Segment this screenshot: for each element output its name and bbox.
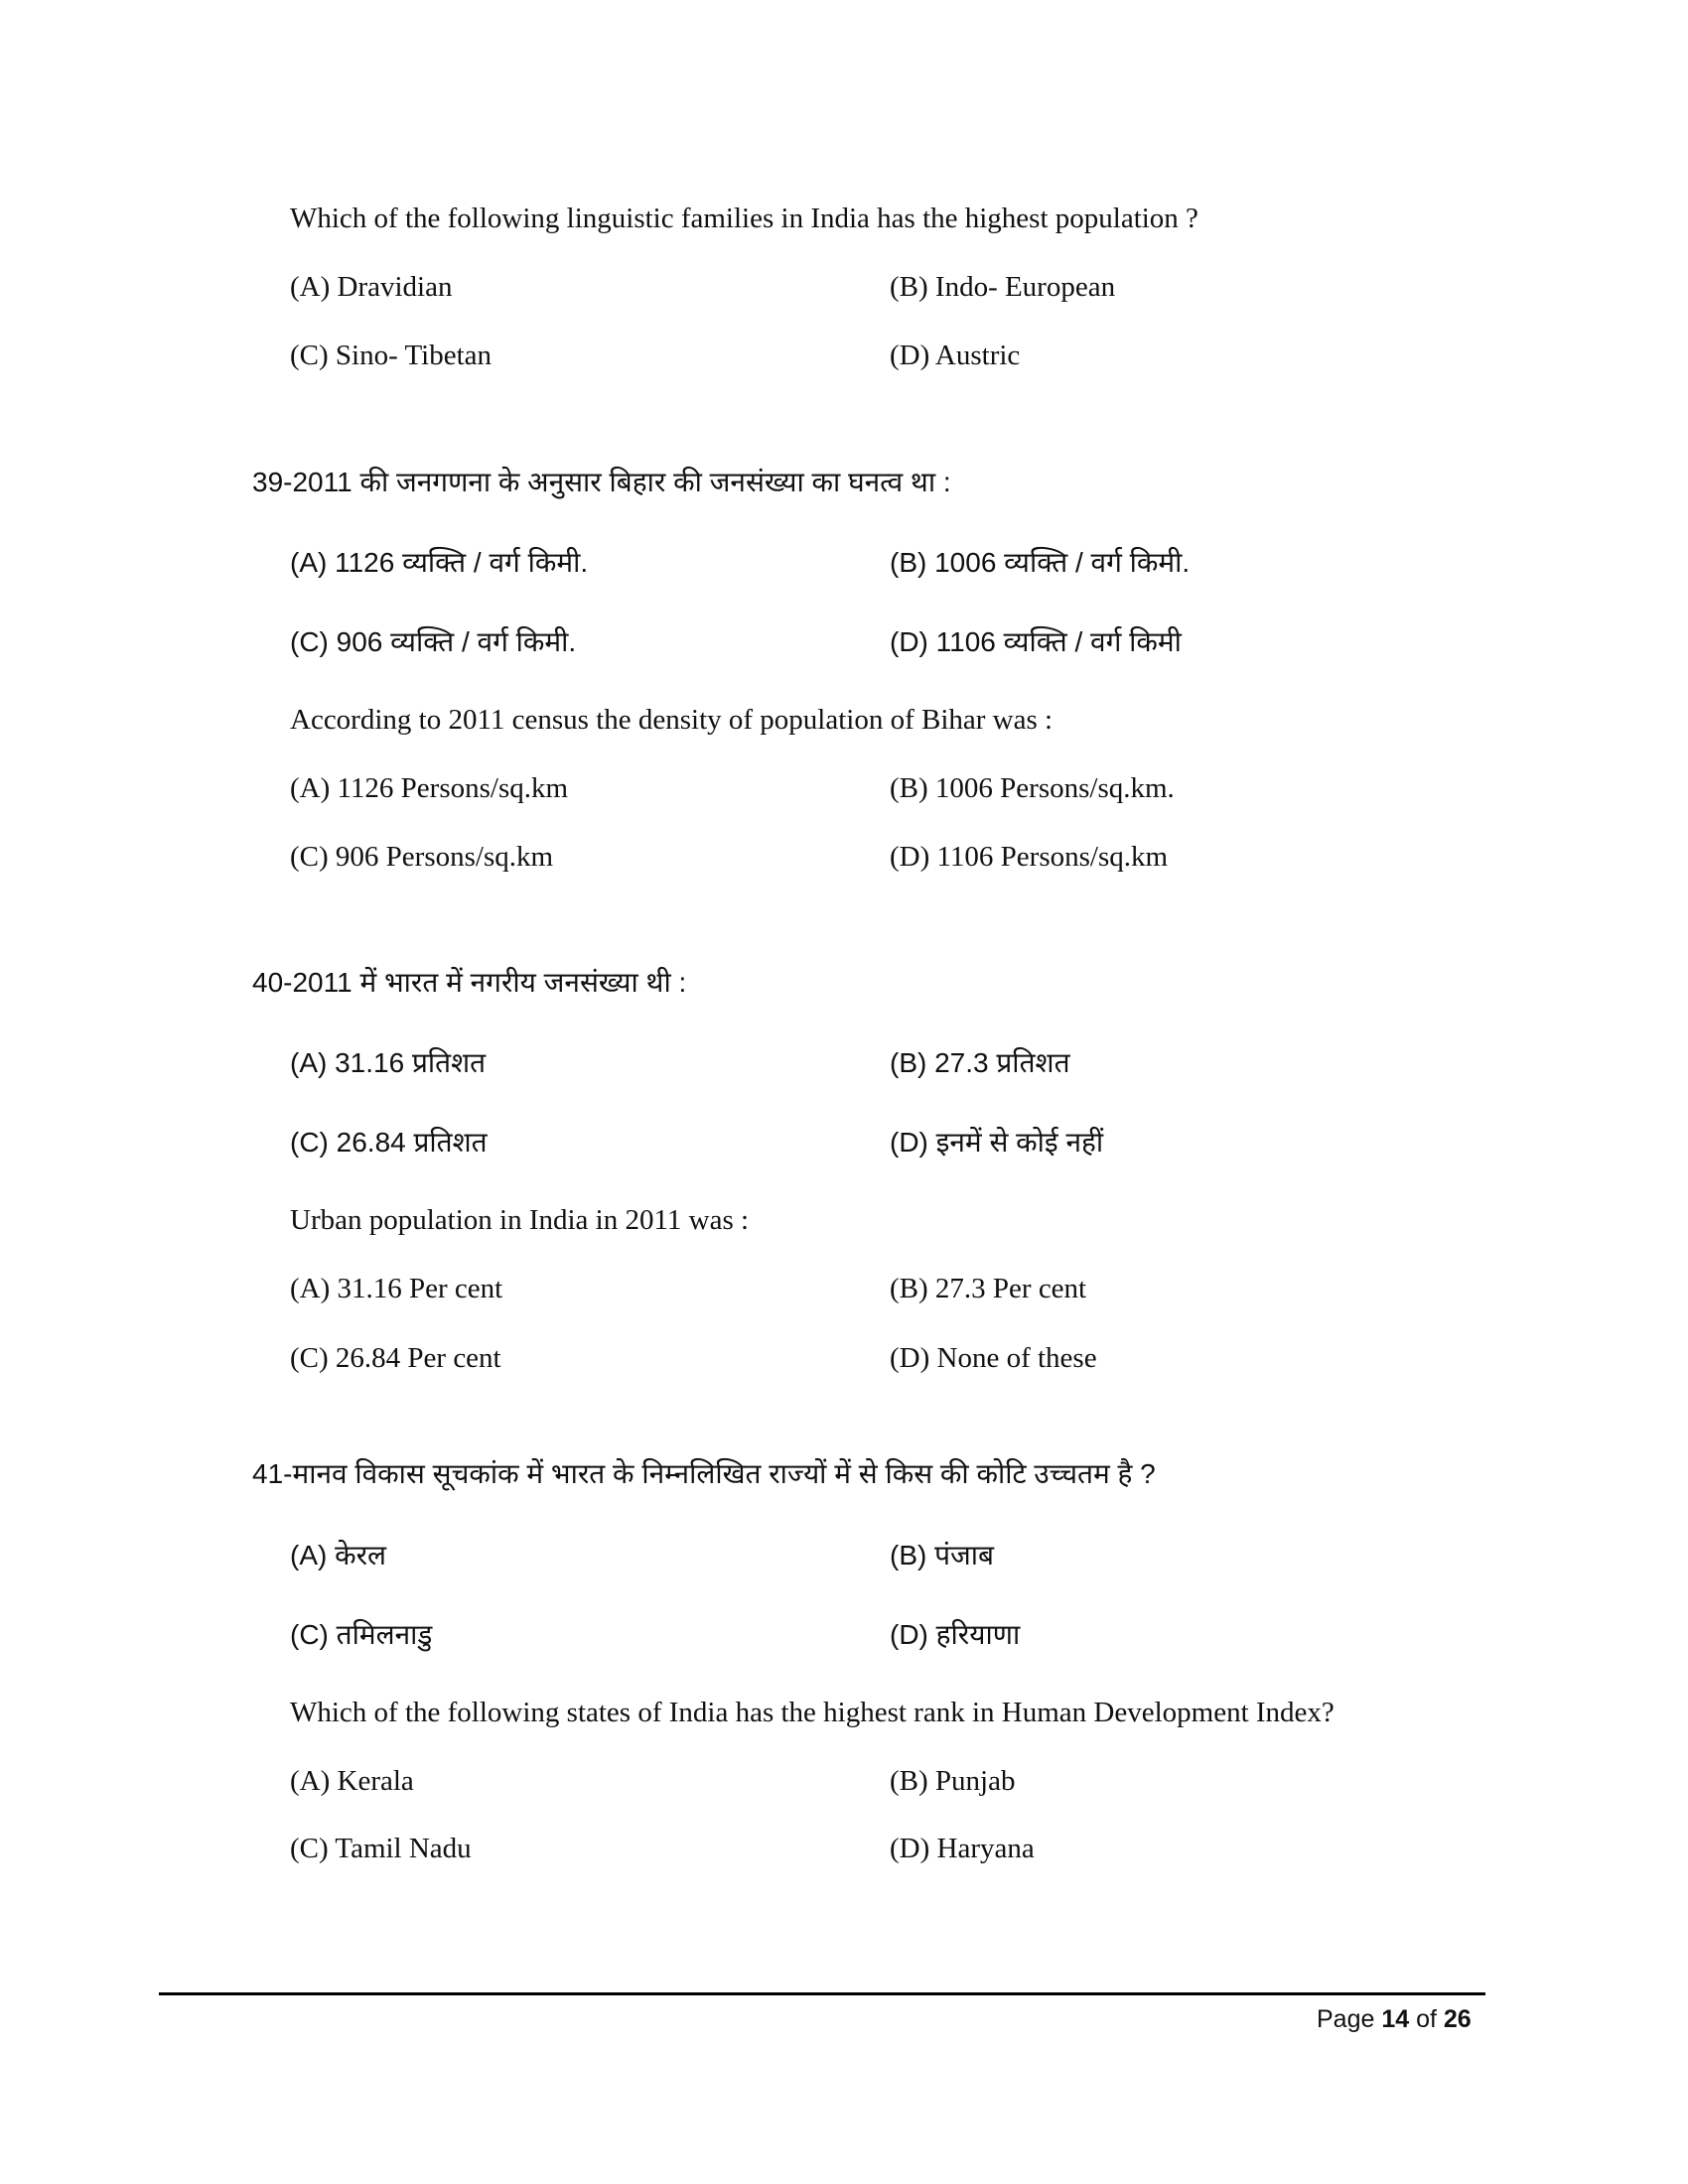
question-text: Which of the following linguistic families in India has the highest population ? (290, 203, 1198, 234)
option-a-hindi: (A) 1126 व्यक्ति / वर्ग किमी. (290, 547, 589, 578)
option-c: (C) 26.84 Per cent (290, 1342, 501, 1374)
option-b: (B) 27.3 Per cent (890, 1273, 1087, 1304)
current-page: 14 (1381, 2005, 1410, 2033)
footer-divider (159, 1992, 1485, 1995)
option-c: (C) Tamil Nadu (290, 1833, 472, 1864)
option-a-hindi: (A) केरल (290, 1540, 387, 1570)
option-d-hindi: (D) इनमें से कोई नहीं (890, 1127, 1104, 1158)
option-a: (A) 31.16 Per cent (290, 1273, 503, 1304)
option-c: (C) 906 Persons/sq.km (290, 841, 554, 873)
option-d-hindi: (D) 1106 व्यक्ति / वर्ग किमी (890, 626, 1182, 657)
option-b-hindi: (B) 27.3 प्रतिशत (890, 1047, 1070, 1078)
option-c-hindi: (C) 26.84 प्रतिशत (290, 1127, 488, 1158)
option-b: (B) 1006 Persons/sq.km. (890, 772, 1175, 804)
option-c-hindi: (C) 906 व्यक्ति / वर्ग किमी. (290, 626, 577, 657)
question-text-hindi: 39-2011 की जनगणना के अनुसार बिहार की जनसंख्या का घनत्व था : (252, 467, 951, 497)
question-text: Urban population in India in 2011 was : (290, 1204, 750, 1236)
question-text: Which of the following states of India has the highest rank in Human Development Index? (290, 1697, 1335, 1728)
question-text-hindi: 41-मानव विकास सूचकांक में भारत के निम्नलिखित राज्यों में से किस की कोटि उच्चतम है ? (252, 1458, 1156, 1489)
question-text: According to 2011 census the density of population of Bihar was : (290, 704, 1054, 736)
option-c: (C) Sino- Tibetan (290, 340, 492, 371)
option-b-hindi: (B) पंजाब (890, 1540, 995, 1570)
page-number (1317, 2005, 1472, 2034)
option-c-hindi: (C) तमिलनाडु (290, 1619, 433, 1650)
option-b-hindi: (B) 1006 व्यक्ति / वर्ग किमी. (890, 547, 1191, 578)
option-a: (A) Kerala (290, 1765, 414, 1797)
option-d: (D) 1106 Persons/sq.km (890, 841, 1169, 873)
option-b: (B) Punjab (890, 1765, 1016, 1797)
page-prefix: Page (1317, 2005, 1382, 2033)
option-d: (D) Haryana (890, 1833, 1035, 1864)
option-d-hindi: (D) हरियाणा (890, 1619, 1021, 1650)
option-d: (D) None of these (890, 1342, 1097, 1374)
option-b: (B) Indo- European (890, 271, 1116, 303)
question-text-hindi: 40-2011 में भारत में नगरीय जनसंख्या थी : (252, 967, 687, 998)
option-a: (A) Dravidian (290, 271, 453, 303)
option-a: (A) 1126 Persons/sq.km (290, 772, 569, 804)
total-pages: 26 (1443, 2005, 1472, 2033)
option-a-hindi: (A) 31.16 प्रतिशत (290, 1047, 487, 1078)
page-of: of (1409, 2005, 1444, 2033)
option-d: (D) Austric (890, 340, 1021, 371)
